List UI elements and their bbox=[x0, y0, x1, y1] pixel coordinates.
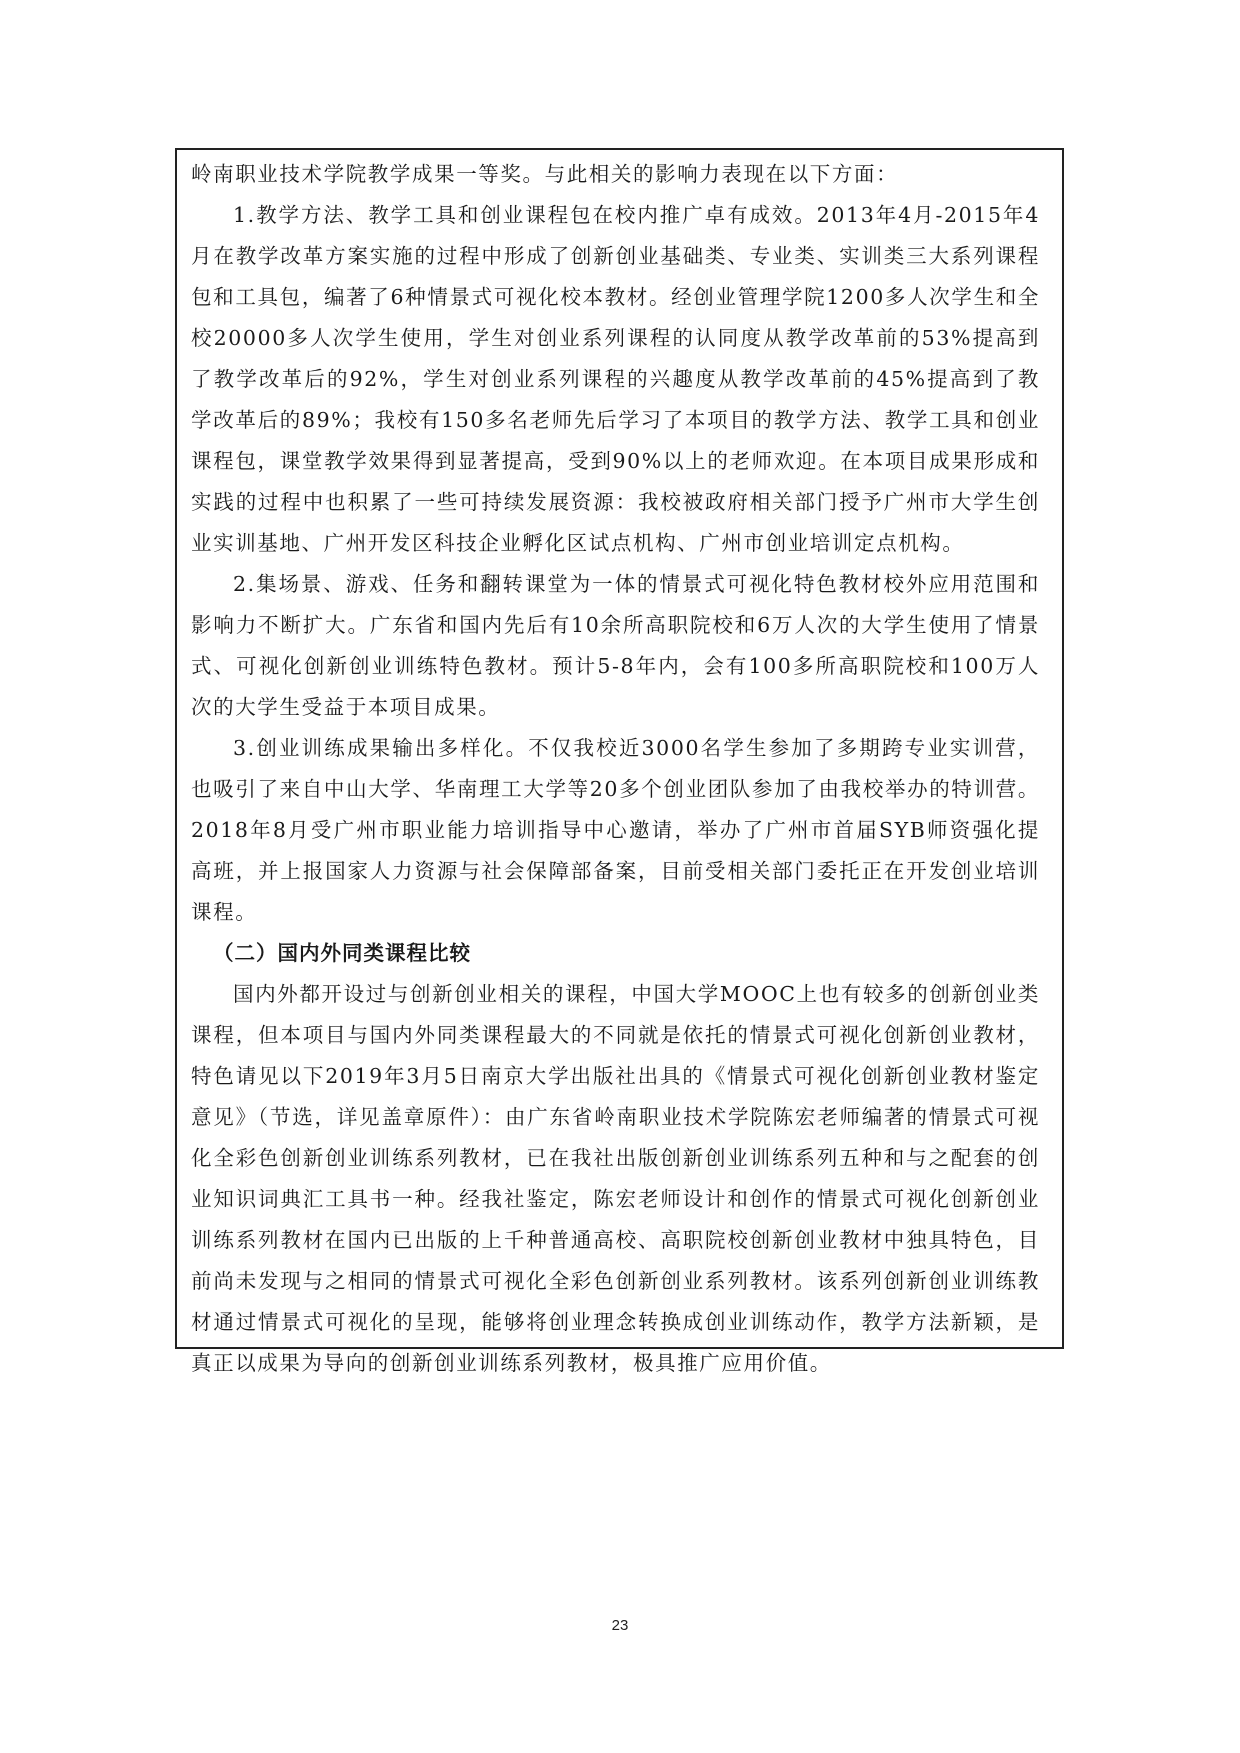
content-frame bbox=[175, 148, 1064, 1375]
paragraph-course-comparison: 国内外都开设过与创新创业相关的课程，中国大学MOOC上也有较多的创新创业类课程，但本项目与国内外同类课程最大的不同就是依托的情景式可视化创新创业教材，特色请见以下2019年3月5日南京大学出版社出具的《情景式可视化创新创业教材鉴定意见》（节选，详见盖章原件）：由广东省岭南职业技术学院陈宏老师编著的情景式可视化全彩色创新创业训练系列教材，已在我社出版创新创业训练系列五种和与之配套的创业知识词典汇工具书一种。经我社鉴定，陈宏老师设计和创作的情景式可视化创新创业训练系列教材在国内已出版的上千种普通高校、高职院校创新创业教材中独具特色，目前尚未发现与之相同的情景式可视化全彩色创新创业系列教材。该系列创新创业训练教材通过情景式可视化的呈现，能够将创业理念转换成创业训练动作，教学方法新颖，是真正以成果为导向的创新创业训练系列教材，极具推广应用价值。 bbox=[191, 982, 1040, 1375]
page-number: 23 bbox=[611, 1617, 629, 1634]
section-heading: （二）国内外同类课程比较 bbox=[213, 941, 471, 965]
paragraph-textbook-expansion: 2.集场景、游戏、任务和翻转课堂为一体的情景式可视化特色教材校外应用范围和影响力不断扩大。广东省和国内先后有10余所高职院校和6万人次的大学生使用了情景式、可视化创新创业训练特色教材。预计5-8年内，会有100多所高职院校和100万人次的大学生受益于本项目成果。 bbox=[191, 572, 1040, 719]
paragraph-award: 岭南职业技术学院教学成果一等奖。与此相关的影响力表现在以下方面： bbox=[191, 162, 899, 186]
paragraph-training-output: 3.创业训练成果输出多样化。不仅我校近3000名学生参加了多期跨专业实训营，也吸引了来自中山大学、华南理工大学等20多个创业团队参加了由我校举办的特训营。2018年8月受广州市职业能力培训指导中心邀请，举办了广州市首届SYB师资强化提高班，并上报国家人力资源与社会保障部备案，目前受相关部门委托正在开发创业培训课程。 bbox=[191, 736, 1040, 924]
paragraph-campus-promotion: 1.教学方法、教学工具和创业课程包在校内推广卓有成效。2013年4月-2015年4月在教学改革方案实施的过程中形成了创新创业基础类、专业类、实训类三大系列课程包和工具包，编著了6种情景式可视化校本教材。经创业管理学院1200多人次学生和全校20000多人次学生使用，学生对创业系列课程的认同度从教学改革前的53%提高到了教学改革后的92%，学生对创业系列课程的兴趣度从教学改革前的45%提高到了教学改革后的89%；我校有150多名老师先后学习了本项目的教学方法、教学工具和创业课程包，课堂教学效果得到显著提高，受到90%以上的老师欢迎。在本项目成果形成和实践的过程中也积累了一些可持续发展资源：我校被政府相关部门授予广州市大学生创业实训基地、广州开发区科技企业孵化区试点机构、广州市创业培训定点机构。 bbox=[191, 203, 1040, 555]
